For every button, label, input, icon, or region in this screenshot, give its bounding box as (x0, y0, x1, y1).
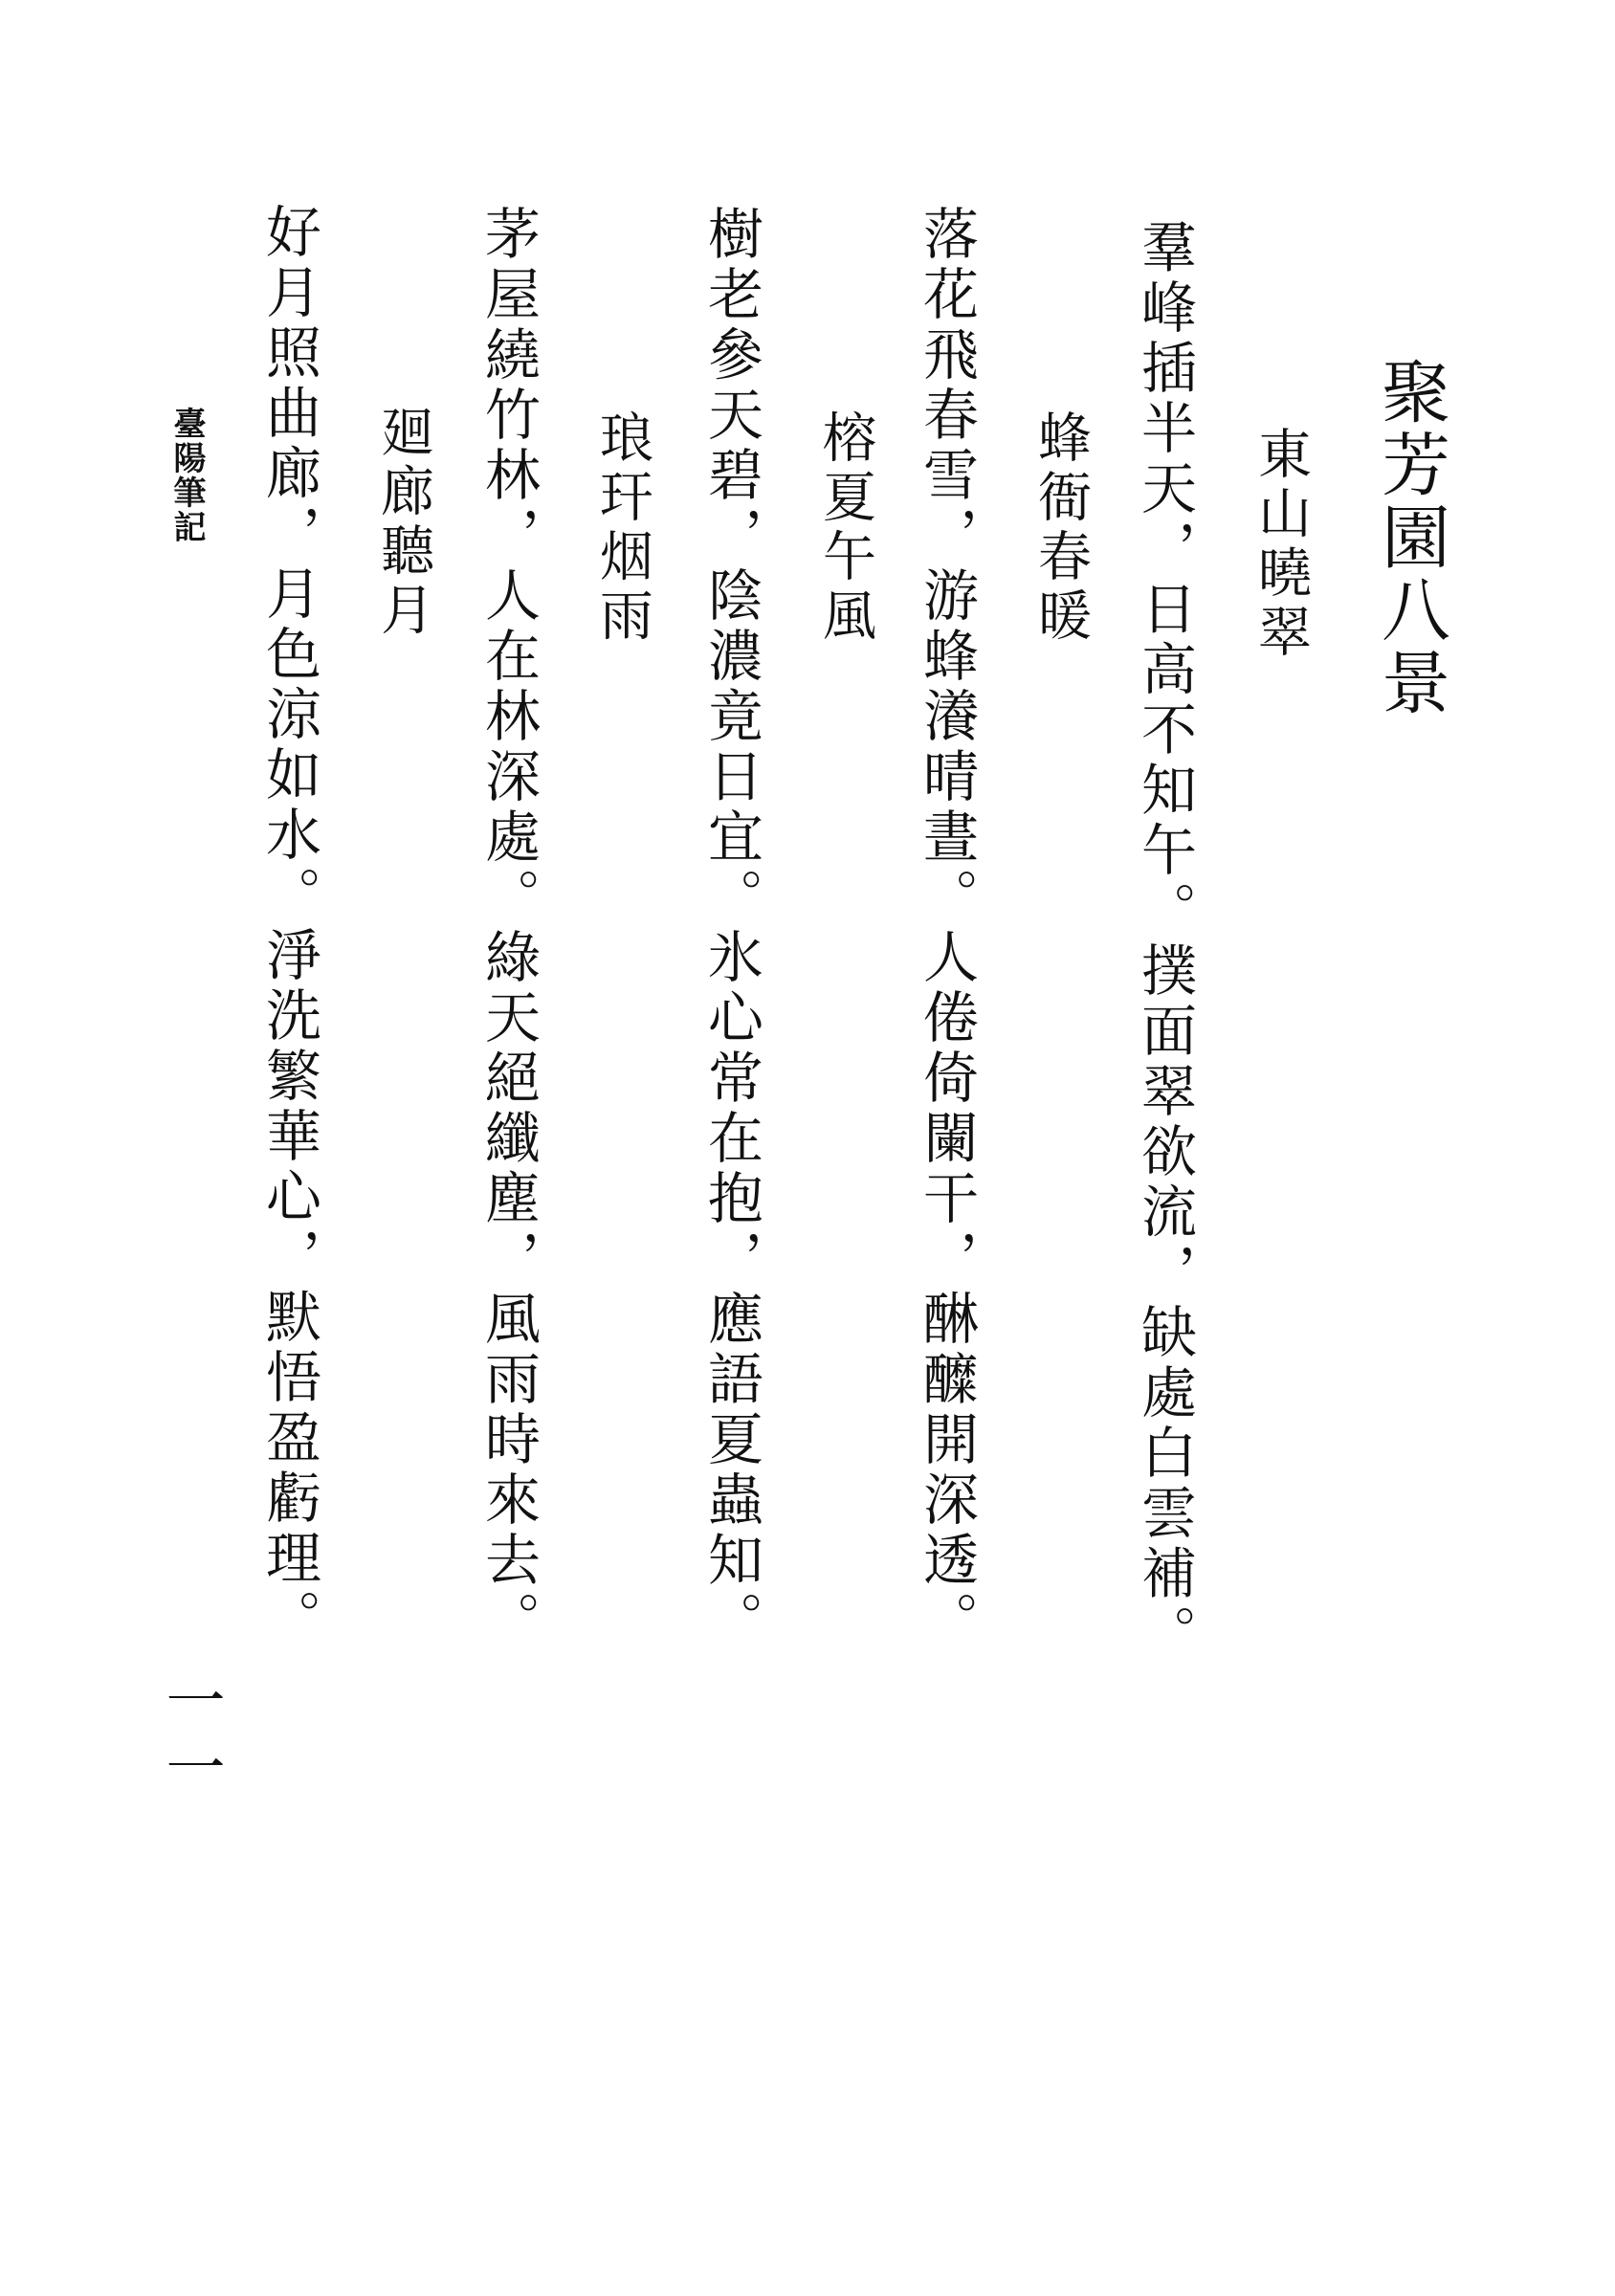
section-verse-fengya: 落花飛春雪，游蜂瀁晴晝。人倦倚闌干，醂醾開深透。 (914, 205, 979, 1651)
page-number: 一一 (156, 1669, 226, 1803)
section-heading-rongxia: 榕夏午風 (814, 409, 876, 647)
section-heading-fengya: 蜂衙春暖 (1029, 409, 1092, 647)
section-verse-huilang: 好月照曲廊，月色涼如水。淨洗繁華心，默悟盈虧理。 (256, 203, 321, 1649)
section-heading-huilang: 廻廊聽月 (372, 404, 434, 641)
section-verse-rongxia: 樹老參天碧，陰濃竟日宜。氷心常在抱，應語夏蟲知。 (698, 205, 763, 1651)
section-verse-dongshan: 羣峰插半天，日高不知午。撲面翠欲流，缺處白雲補。 (1132, 218, 1197, 1665)
section-heading-langgan: 琅玕烟雨 (591, 409, 653, 647)
page-title: 聚芳園八景 (1370, 356, 1450, 719)
section-heading-dongshan: 東山曉翠 (1250, 426, 1312, 663)
book-title-footer: 臺陽筆記 (167, 407, 206, 544)
section-verse-langgan: 茅屋繞竹林，人在林深處。綠天絕纖塵，風雨時來去。 (476, 205, 541, 1651)
